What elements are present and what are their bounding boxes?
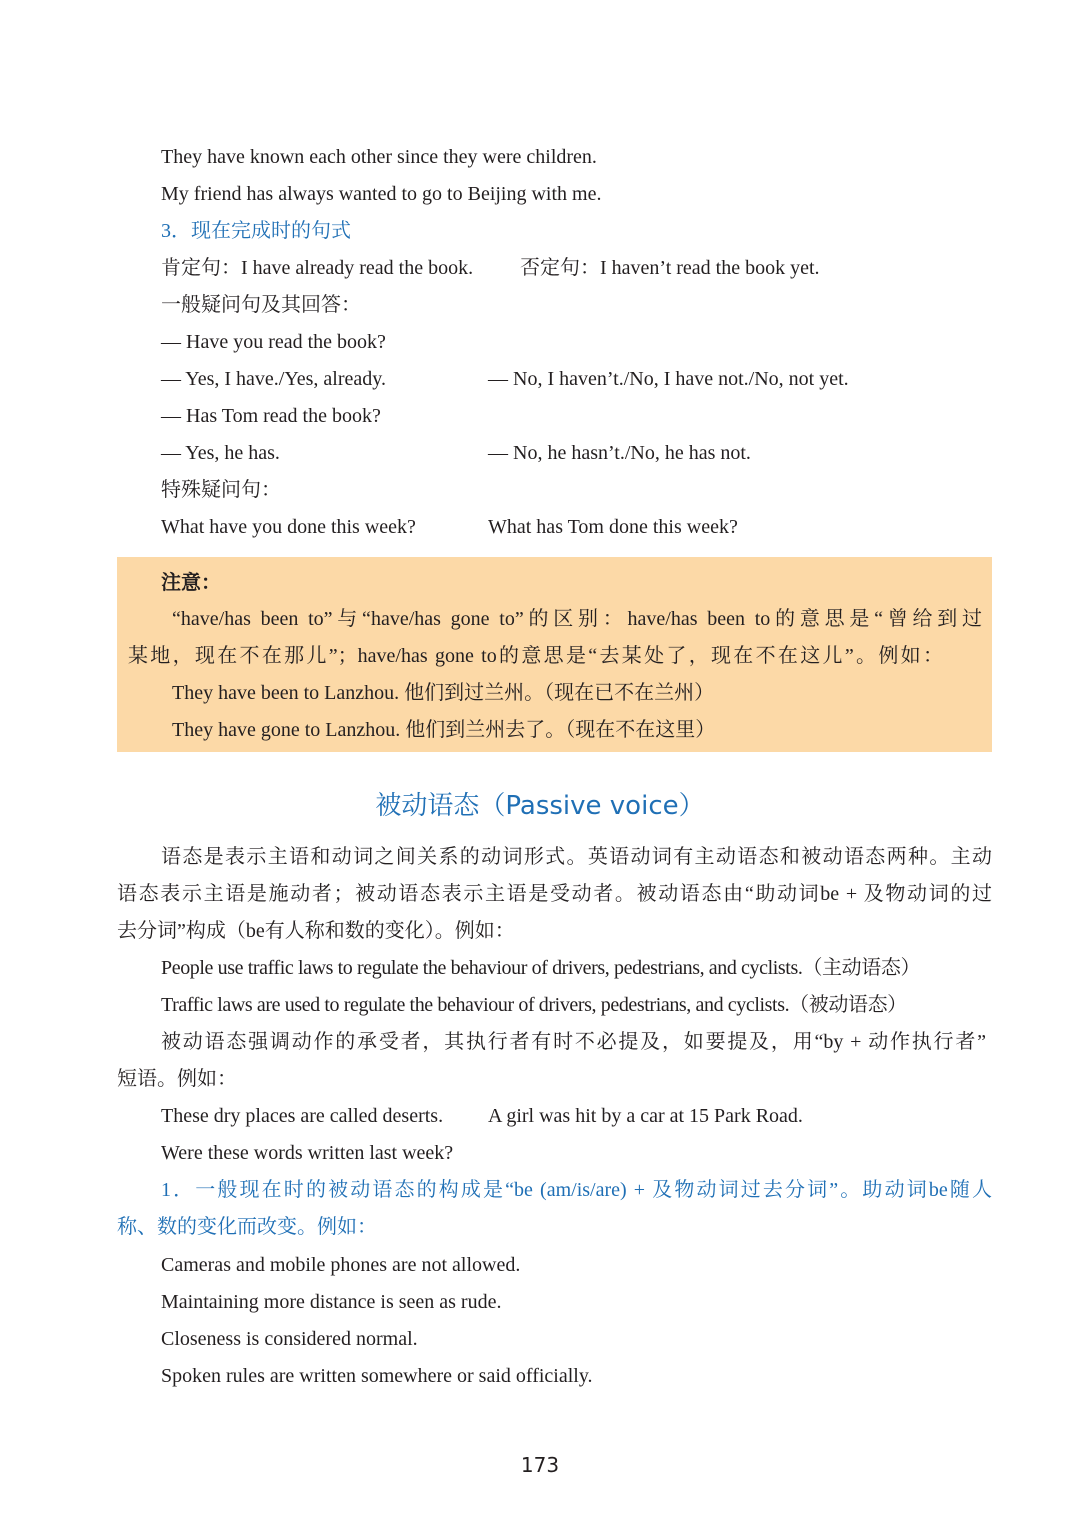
- note-example-1: They have been to Lanzhou. 他们到过兰州。（现在已不在兰州）: [172, 682, 715, 704]
- example-passive-voice: Traffic laws are used to regulate the behaviour of drivers, pedestrians, and cyclists.（被动语态）: [161, 994, 907, 1016]
- note-line-2: 某地，现在不在那儿”；have/has gone to的意思是“去某处了，现在不在这儿”。例如：: [128, 645, 943, 667]
- note-line-1: “have/has been to”与“have/has gone to”的区别：have/has been to的意思是“曾给到过: [172, 608, 982, 630]
- special-question-label: 特殊疑问句：: [161, 479, 281, 501]
- example-sentence: My friend has always wanted to go to Beijing with me.: [161, 183, 602, 205]
- answer-1-yes: — Yes, I have./Yes, already.: [161, 368, 386, 390]
- negative-sentence: 否定句：I haven’t read the book yet.: [520, 257, 820, 279]
- simple-present-passive-example: Spoken rules are written somewhere or said officially.: [161, 1365, 593, 1387]
- simple-present-passive-example: Closeness is considered normal.: [161, 1328, 418, 1350]
- section-heading-passive-voice: 被动语态（Passive voice）: [375, 791, 705, 821]
- passive-example-2: A girl was hit by a car at 15 Park Road.: [488, 1105, 803, 1127]
- passive-example-3: Were these words written last week?: [161, 1142, 454, 1164]
- question-1: — Have you read the book?: [161, 331, 386, 353]
- example-active-voice: People use traffic laws to regulate the behaviour of drivers, pedestrians, and cyclists.（主动语态）: [161, 957, 921, 979]
- special-question-2: What has Tom done this week?: [488, 516, 738, 538]
- note-example-2: They have gone to Lanzhou. 他们到兰州去了。（现在不在这里）: [172, 719, 716, 741]
- simple-present-passive-example: Maintaining more distance is seen as rude.: [161, 1291, 502, 1313]
- page-number: 173: [520, 1453, 560, 1477]
- special-question-1: What have you done this week?: [161, 516, 416, 538]
- example-sentence: They have known each other since they were children.: [161, 146, 597, 168]
- question-2: — Has Tom read the book?: [161, 405, 381, 427]
- affirmative-sentence: 肯定句：I have already read the book.: [161, 257, 474, 279]
- general-question-label: 一般疑问句及其回答：: [161, 294, 361, 316]
- subheading-present-perfect-forms: 3．现在完成时的句式: [161, 220, 351, 242]
- answer-2-yes: — Yes, he has.: [161, 442, 280, 464]
- answer-2-no: — No, he hasn’t./No, he has not.: [488, 442, 751, 464]
- intro-line-1: 语态是表示主语和动词之间关系的动词形式。英语动词有主动语态和被动语态两种。主动: [161, 846, 992, 868]
- emphasis-line-1: 被动语态强调动作的承受者，其执行者有时不必提及，如要提及，用“by + 动作执行者”: [161, 1031, 986, 1053]
- intro-line-2: 语态表示主语是施动者；被动语态表示主语是受动者。被动语态由“助动词be + 及物动词的过: [117, 883, 992, 905]
- passive-example-1: These dry places are called deserts.: [161, 1105, 444, 1127]
- subheading-simple-present-passive: 1．一般现在时的被动语态的构成是“be (am/is/are) + 及物动词过去分词”。助动词be随人: [161, 1179, 992, 1201]
- emphasis-line-2: 短语。例如：: [117, 1068, 237, 1090]
- subheading-simple-present-passive-cont: 称、数的变化而改变。例如：: [117, 1216, 377, 1238]
- answer-1-no: — No, I haven’t./No, I have not./No, not yet.: [488, 368, 849, 390]
- intro-line-3: 去分词”构成（be有人称和数的变化）。例如：: [117, 920, 515, 942]
- note-title: 注意：: [161, 570, 221, 594]
- simple-present-passive-example: Cameras and mobile phones are not allowed.: [161, 1254, 521, 1276]
